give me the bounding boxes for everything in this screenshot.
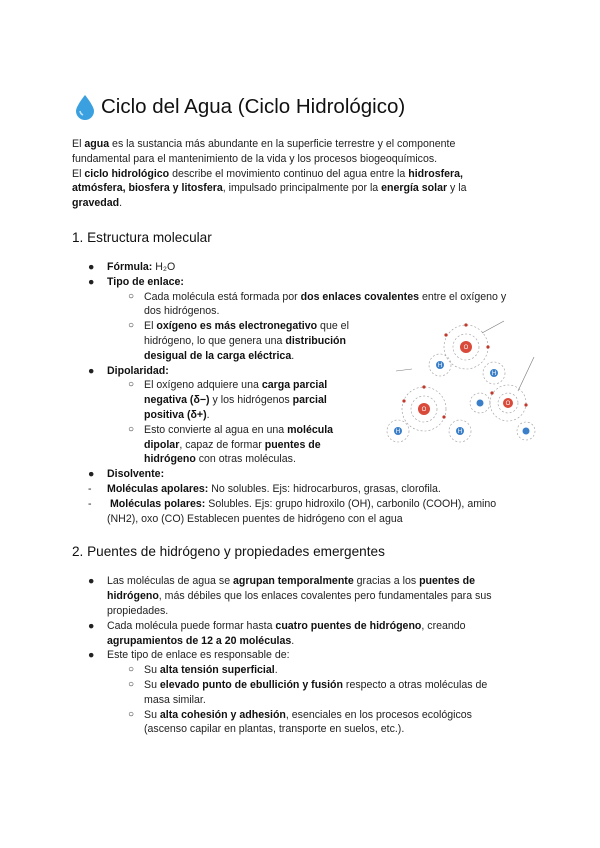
dash-item-polares: - Moléculas polares: Solubles. Ejs: grupo hidroxilo (OH), carbonilo (COOH), amino (NH2), oxo (CO) Establecen puentes de hidrógeno con el agua xyxy=(88,497,497,525)
sub-item-cohesion: ○ Su alta cohesión y adhesión, esenciales en los procesos ecológicos (ascenso capilar en plantas, transporte en suelos, etc.). xyxy=(128,708,472,736)
svg-text:H: H xyxy=(437,363,443,369)
list-item-responsable: ● Este tipo de enlace es responsable de: xyxy=(88,649,290,662)
list-item-formula: ● Fórmula: H₂O xyxy=(88,260,176,273)
list-item-disolvente: ● Disolvente: xyxy=(88,468,165,481)
sub-item-dipolar: ○ Esto convierte al agua en una molécula dipolar, capaz de formar puentes de hidrógeno con otras moléculas. xyxy=(128,423,334,466)
water-molecules-diagram xyxy=(376,313,538,453)
page-title: Ciclo del Agua (Ciclo Hidrológico) xyxy=(101,95,406,118)
section-heading-puentes: 2. Puentes de hidrógeno y propiedades emergentes xyxy=(72,544,385,560)
svg-text:H: H xyxy=(491,371,497,377)
sub-item-carga: ○ El oxígeno adquiere una carga parcial negativa (δ−) y los hidrógenos parcial positiva (δ+). xyxy=(128,379,328,421)
intro-paragraph: El agua es la sustancia más abundante en la superficie terrestre y el componente fundamental para el mantenimiento de la vida y los procesos biogeoquímicos. El ciclo hidrológico describe el movimiento continuo del agua entre la hidrosfera, atmósfera, biosfera y litosfera, impulsado principalmente por la energía solar y la gravedad. xyxy=(72,138,467,210)
svg-text:O: O xyxy=(505,401,511,407)
sub-item-covalentes: ○ Cada molécula está formada por dos enlaces covalentes entre el oxígeno y dos hidrógenos. xyxy=(128,290,507,318)
sub-item-ebullicion: ○ Su elevado punto de ebullición y fusión respecto a otras moléculas de masa similar. xyxy=(128,678,488,706)
list-item-dipolaridad: ● Dipolaridad: xyxy=(88,364,169,377)
hydrogen-atoms xyxy=(394,361,530,435)
svg-text:H: H xyxy=(457,429,463,435)
sub-item-tension: ○ Su alta tensión superficial. xyxy=(128,664,278,677)
list-item-cuatro-puentes: ● Cada molécula puede formar hasta cuatro puentes de hidrógeno, creando agrupamientos de 12 a 20 moléculas. xyxy=(88,619,466,647)
svg-text:H: H xyxy=(395,429,401,435)
section-heading-estructura: 1. Estructura molecular xyxy=(72,229,212,245)
list-item-enlace: ● Tipo de enlace: xyxy=(88,275,184,288)
svg-text:O: O xyxy=(421,407,427,413)
list-item-agrupan: ● Las moléculas de agua se agrupan temporalmente gracias a los puentes de hidrógeno, más débiles que los enlaces covalentes pero fundamentales para sus propiedades. xyxy=(88,575,492,617)
dash-item-apolares: - Moléculas apolares: No solubles. Ejs: hidrocarburos, grasas, clorofila. xyxy=(88,482,441,495)
svg-text:O: O xyxy=(463,345,469,351)
oxygen-atoms xyxy=(418,341,513,415)
puentes-list xyxy=(72,574,534,737)
sub-item-electronegativo: ○ El oxígeno es más electronegativo que el hidrógeno, lo que genera una distribución desigual de la carga eléctrica. xyxy=(128,320,349,362)
